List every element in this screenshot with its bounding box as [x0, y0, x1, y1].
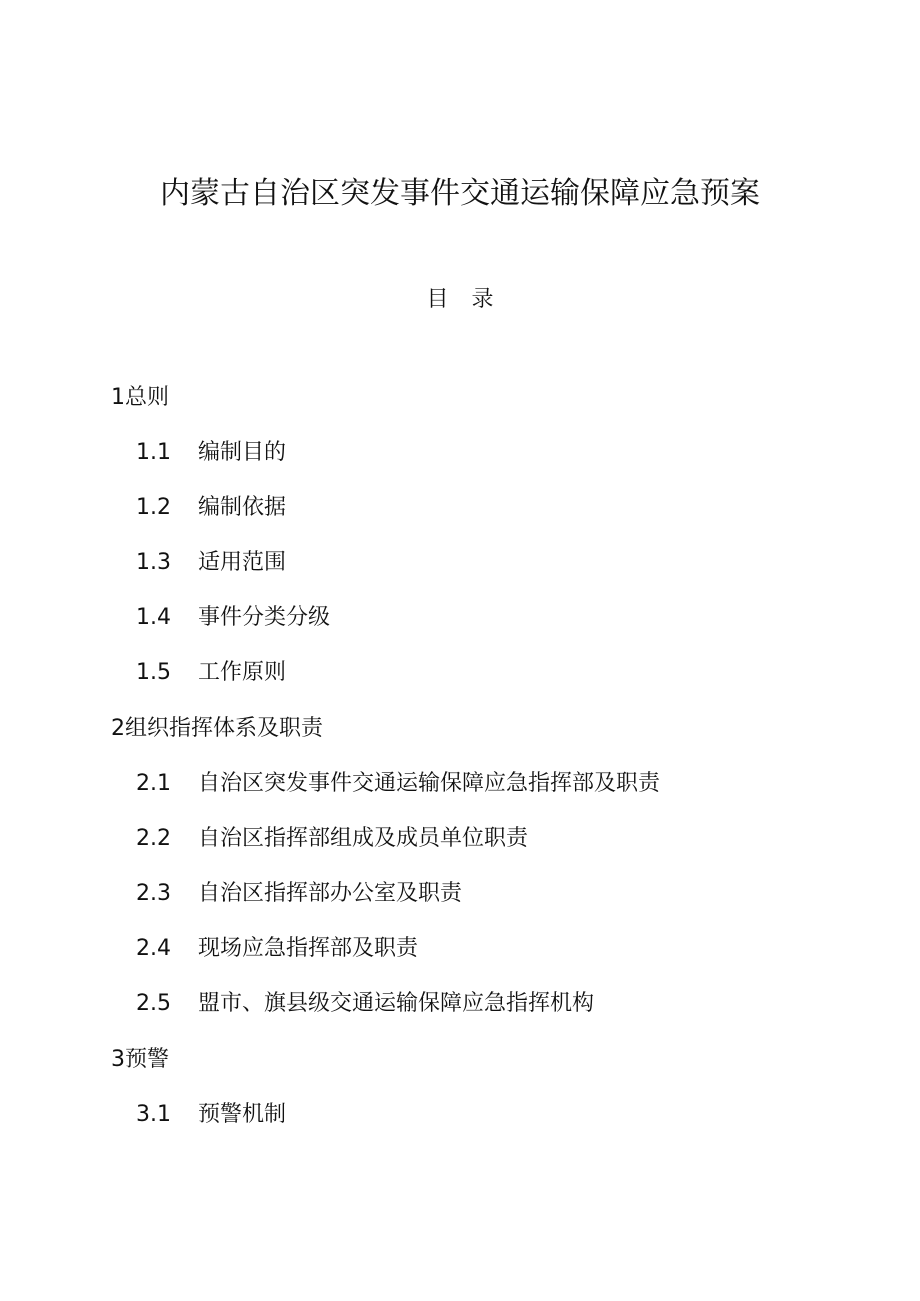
toc-entry-text: 自治区指挥部办公室及职责	[198, 881, 463, 906]
toc-entry-2-4[interactable]	[136, 929, 418, 969]
toc-entry-1-5[interactable]	[136, 653, 286, 693]
toc-entry-number: 3.1	[136, 1102, 171, 1127]
toc-entry-number: 2.2	[136, 826, 171, 851]
toc-entry-2-1[interactable]	[136, 764, 660, 804]
toc-entry-text: 适用范围	[198, 550, 287, 575]
toc-entry-number: 2.3	[136, 881, 171, 906]
toc-entry-2-3[interactable]	[136, 874, 462, 914]
toc-entry-text: 编制依据	[198, 495, 287, 520]
toc-entry-3-1[interactable]	[136, 1095, 286, 1135]
toc-entry-2[interactable]	[111, 709, 323, 749]
toc-entry-number: 2.1	[136, 771, 171, 796]
toc-entry-text: 事件分类分级	[198, 605, 331, 630]
toc-entry-number: 1.1	[136, 440, 171, 465]
toc-entry-text: 组织指挥体系及职责	[125, 716, 324, 741]
toc-entry-1-4[interactable]	[136, 598, 330, 638]
toc-entry-text: 总则	[125, 385, 170, 410]
toc-entry-text: 现场应急指挥部及职责	[198, 936, 419, 961]
toc-entry-1[interactable]	[111, 378, 169, 418]
toc-entry-text: 自治区突发事件交通运输保障应急指挥部及职责	[198, 771, 661, 796]
toc-heading: 目 录	[426, 287, 502, 312]
toc-entry-text: 编制目的	[198, 440, 287, 465]
toc-entry-text: 预警	[125, 1047, 170, 1072]
toc-entry-number: 1.3	[136, 550, 171, 575]
toc-entry-number: 1.2	[136, 495, 171, 520]
toc-entry-number: 2.4	[136, 936, 171, 961]
toc-entry-2-2[interactable]	[136, 819, 528, 859]
toc-entry-3[interactable]	[111, 1040, 169, 1080]
toc-entry-1-1[interactable]	[136, 433, 286, 473]
document-title: 内蒙古自治区突发事件交通运输保障应急预案	[160, 176, 760, 211]
toc-entry-number: 2	[111, 716, 125, 741]
toc-entry-number: 1	[111, 385, 125, 410]
toc-entry-number: 1.4	[136, 605, 171, 630]
toc-entry-text: 自治区指挥部组成及成员单位职责	[198, 826, 529, 851]
toc-entry-number: 3	[111, 1047, 125, 1072]
toc-entry-text: 预警机制	[198, 1102, 287, 1127]
toc-entry-number: 2.5	[136, 991, 171, 1016]
toc-entry-1-3[interactable]	[136, 543, 286, 583]
toc-entry-text: 盟市、旗县级交通运输保障应急指挥机构	[198, 991, 595, 1016]
toc-entry-text: 工作原则	[198, 660, 287, 685]
toc-entry-1-2[interactable]	[136, 488, 286, 528]
toc-entry-number: 1.5	[136, 660, 171, 685]
toc-entry-2-5[interactable]	[136, 984, 594, 1024]
